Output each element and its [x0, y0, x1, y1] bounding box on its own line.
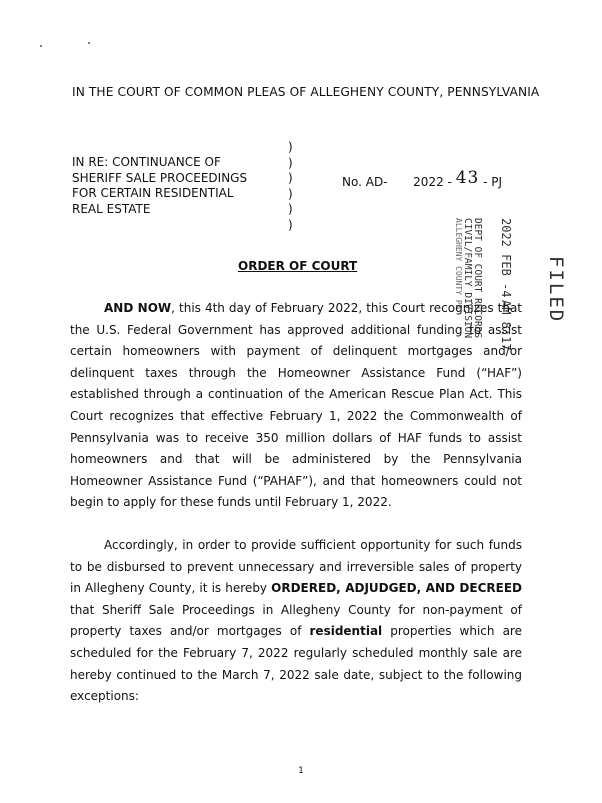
stamp-line1: DEPT OF COURT RECORDS — [472, 218, 483, 339]
paren: ) — [288, 202, 293, 216]
ordered-adjudged-decreed: ORDERED, ADJUDGED, AND DECREED — [271, 581, 522, 596]
paragraph-1-text: , this 4th day of February 2022, this Court recognizes that the U.S. Federal Government has approved additional funding to assist certain homeowners with payment of delinquent mortgages and/or delinquent taxes through the Homeowner Assistance Fund (“HAF”) established through a continuation of the American Rescue Plan Act. This Court recognizes that effective February 1, 2022 the Commonwealth of Pennsylvania was to receive 350 million dollars of HAF funds to assist homeowners and that will be administered by the Pennsylvania Homeowner Assistance Fund (“PAHAF”), and that homeowners could not begin to apply for these funds until February 1, 2022. — [70, 301, 522, 510]
docket-suffix: - PJ — [483, 175, 503, 189]
order-title: ORDER OF COURT — [238, 259, 358, 273]
paragraph-2-text-b: that Sheriff Sale Proceedings in Allegheny County for non-payment of property taxes and/or mortgages of — [70, 602, 522, 639]
docket-number — [342, 168, 503, 191]
caption-line: SHERIFF SALE PROCEEDINGS — [72, 170, 248, 185]
caption-parentheses — [288, 140, 293, 233]
paren: ) — [288, 171, 293, 185]
stamp-time: AM 8:17 — [499, 300, 513, 351]
caption-line: FOR CERTAIN RESIDENTIAL — [72, 186, 234, 200]
paren: ) — [288, 155, 293, 170]
page-number: 1 — [298, 766, 304, 776]
paragraph-1 — [70, 298, 522, 514]
and-now-lead: AND NOW — [104, 301, 172, 315]
paragraph-2-text-a: Accordingly, in order to provide sufficient opportunity for such funds to be disbursed to prevent unnecessary and irreversible sales of property in Allegheny County, it is hereby — [70, 538, 522, 596]
scan-specks — [40, 42, 100, 50]
stamp-line2: CIVIL/FAMILY DIVISION — [462, 218, 473, 339]
paragraph-2 — [70, 535, 522, 708]
caption-line: REAL ESTATE — [72, 201, 151, 216]
paren: ) — [288, 140, 293, 154]
docket-year: 2022 - — [413, 175, 452, 189]
caption-line: IN RE: CONTINUANCE OF — [72, 155, 221, 169]
court-heading: IN THE COURT OF COMMON PLEAS OF ALLEGHENY COUNTY, PENNSYLVANIA — [72, 85, 540, 99]
paragraph-2-text-c: properties which are scheduled for the February 7, 2022 regularly scheduled monthly sale are hereby continued to the March 7, 2022 sale date, subject to the following exceptions: — [70, 624, 522, 704]
stamp-filed: FILED — [545, 256, 567, 324]
paren: ) — [288, 217, 293, 232]
stamp-line3: ALLEGHENY COUNTY PA — [454, 218, 463, 310]
docket-prefix: No. AD- — [342, 175, 388, 189]
docket-handwritten-number: 43 — [455, 168, 480, 188]
residential-bold: residential — [309, 624, 383, 639]
stamp-date: 2022 FEB -4 — [499, 218, 513, 298]
case-caption — [72, 155, 247, 217]
paren: ) — [288, 186, 293, 201]
